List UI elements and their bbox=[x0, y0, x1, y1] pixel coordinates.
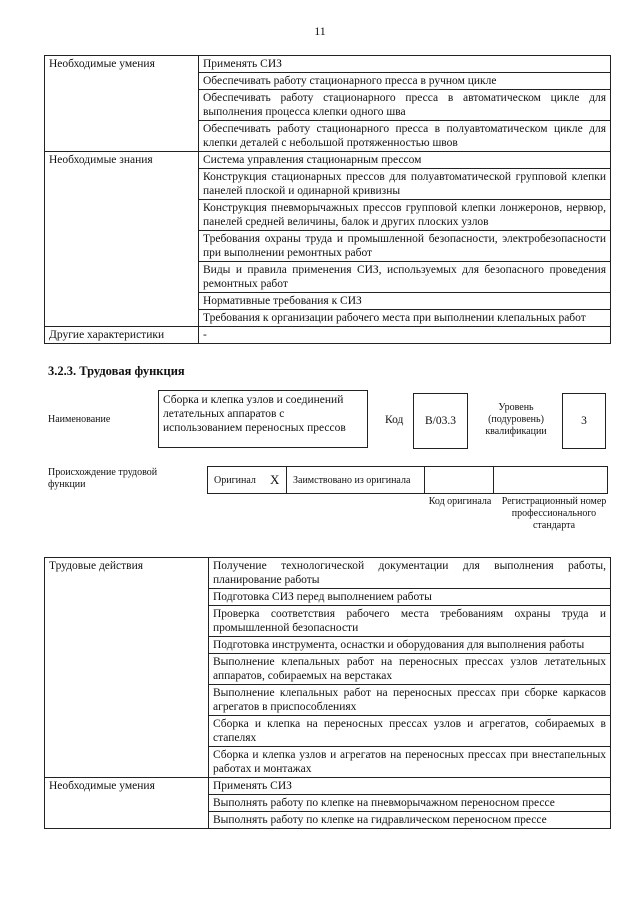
original-mark: X bbox=[270, 472, 280, 487]
table-row bbox=[45, 152, 611, 169]
row-item: Выполнение клепальных работ на переносных прессах при сборке каркасов агрегатов в приспособлениях bbox=[209, 685, 611, 716]
table-row bbox=[45, 558, 611, 589]
original-label: Оригинал bbox=[214, 475, 256, 486]
table-row bbox=[45, 778, 611, 795]
skills-knowledge-table bbox=[44, 55, 611, 344]
row-item: Сборка и клепка на переносных прессах узлов и агрегатов, собираемых в стапелях bbox=[209, 716, 611, 747]
row-item: Обеспечивать работу стационарного пресса в автоматическом цикле для выполнения процесса клепки одного шва bbox=[199, 90, 611, 121]
origin-label: Происхождение трудовой функции bbox=[48, 467, 158, 490]
row-item: Требования охраны труда и промышленной безопасности, электробезопасности при выполнении ремонтных работ bbox=[199, 231, 611, 262]
row-item: Сборка и клепка узлов и агрегатов на переносных прессах при внестапельных работах и монтажах bbox=[209, 747, 611, 778]
row-item: Проверка соответствия рабочего места требованиям охраны труда и промышленной безопасности bbox=[209, 606, 611, 637]
level-label: Уровень (подуровень) квалификации bbox=[485, 402, 547, 437]
row-item: Получение технологической документации для выполнения работы, планирование работы bbox=[209, 558, 611, 589]
table-row bbox=[45, 327, 611, 344]
row-item: Требования к организации рабочего места при выполнении клепальных работ bbox=[199, 310, 611, 327]
row-header: Необходимые умения bbox=[45, 778, 209, 829]
borrowed-cell bbox=[286, 466, 425, 494]
row-item: Подготовка инструмента, оснастки и оборудования для выполнения работы bbox=[209, 637, 611, 654]
labor-actions-table bbox=[44, 557, 611, 829]
reg-number-cell bbox=[493, 466, 608, 494]
code-value: B/03.3 bbox=[413, 393, 468, 449]
table-row bbox=[45, 56, 611, 73]
row-item: Выполнение клепальных работ на переносных прессах узлов летательных аппаратов, собираемых на верстаках bbox=[209, 654, 611, 685]
orig-code-label: Код оригинала bbox=[428, 496, 492, 507]
row-header: Необходимые знания bbox=[45, 152, 199, 327]
row-item: Конструкция стационарных прессов для полуавтоматической групповой клепки панелей плоской и одинарной кривизны bbox=[199, 169, 611, 200]
row-header: Трудовые действия bbox=[45, 558, 209, 778]
original-cell bbox=[207, 466, 287, 494]
page-number: 11 bbox=[314, 24, 326, 38]
borrowed-label: Заимствовано из оригинала bbox=[293, 475, 411, 486]
section-title: 3.2.3. Трудовая функция bbox=[48, 364, 185, 378]
function-name: Сборка и клепка узлов и соединений летательных аппаратов с использованием переносных прессов bbox=[158, 390, 368, 448]
row-item: Виды и правила применения СИЗ, используемых для безопасного проведения ремонтных работ bbox=[199, 262, 611, 293]
level-value: 3 bbox=[562, 393, 606, 449]
orig-code-cell bbox=[424, 466, 494, 494]
reg-number-label: Регистрационный номер профессионального стандарта bbox=[501, 496, 607, 531]
row-item: Применять СИЗ bbox=[209, 778, 611, 795]
code-label: Код bbox=[385, 414, 404, 426]
row-item: Выполнять работу по клепке на пневморычажном переносном прессе bbox=[209, 795, 611, 812]
row-item: Конструкция пневморычажных прессов групповой клепки лонжеронов, нервюр, панелей средней величины, балок и других плоских узлов bbox=[199, 200, 611, 231]
row-item: Система управления стационарным прессом bbox=[199, 152, 611, 169]
row-item: Выполнять работу по клепке на гидравлическом переносном прессе bbox=[209, 812, 611, 829]
row-item: Обеспечивать работу стационарного пресса в полуавтоматическом цикле для клепки деталей с небольшой протяженностью швов bbox=[199, 121, 611, 152]
row-header: Необходимые умения bbox=[45, 56, 199, 152]
row-item: Применять СИЗ bbox=[199, 56, 611, 73]
row-item: Обеспечивать работу стационарного пресса в ручном цикле bbox=[199, 73, 611, 90]
row-item: Нормативные требования к СИЗ bbox=[199, 293, 611, 310]
row-header: Другие характеристики bbox=[45, 327, 199, 344]
row-item: - bbox=[199, 327, 611, 344]
row-item: Подготовка СИЗ перед выполнением работы bbox=[209, 589, 611, 606]
name-label: Наименование bbox=[48, 414, 111, 425]
